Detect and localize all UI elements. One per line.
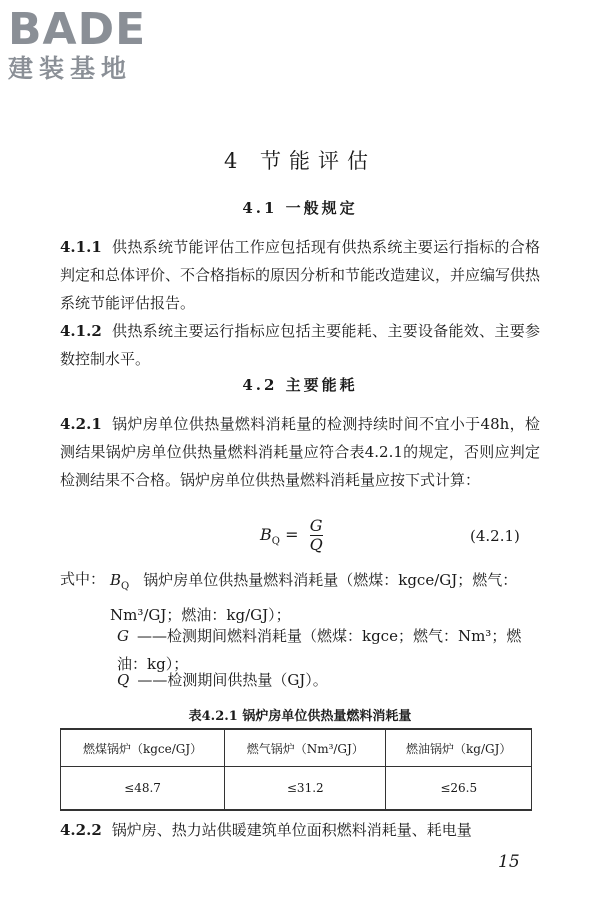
definition-symbol: G [117,627,129,645]
table-cell: ≤48.7 [61,767,225,811]
definition-text: 检测期间供热量（GJ）。 [167,671,328,689]
clause-text: 供热系统节能评估工作应包括现有供热系统主要运行指标的合格判定和总体评价、不合格指标的原因分析和节能改造建议，并应编写供热系统节能评估报告。 [60,238,541,312]
formula-fraction [310,517,323,554]
clause-number: 4.2.1 [60,415,102,433]
table-row [61,767,532,811]
section-title-4-2: 4.2 主要能耗 [242,376,358,394]
formula-numerator: G [309,516,323,535]
table-header-cell: 燃煤锅炉（kgce/GJ） [61,729,225,767]
definition-bq [110,566,550,629]
clause-4-1-2 [60,317,540,373]
where-label: 式中： [60,570,106,588]
table-cell: ≤31.2 [225,767,386,811]
definition-dash: —— [137,671,168,689]
formula-4-2-1: $B_Q$ = $\frac{G}{Q}$ [260,516,323,554]
page-number: 15 [498,852,520,872]
clause-number: 4.2.2 [60,821,102,839]
formula-lhs: B [260,525,272,544]
definition-symbol: Q [117,671,130,689]
clause-number: 4.1.1 [60,238,102,256]
clause-4-2-1 [60,410,540,494]
definition-symbol: B [110,571,122,589]
formula-number: (4.2.1) [470,527,520,545]
clause-text: 锅炉房、热力站供暖建筑单位面积燃料消耗量、耗电量 [111,821,472,839]
table-header-cell: 燃油锅炉（kg/GJ） [386,729,532,767]
clause-number: 4.1.2 [60,322,102,340]
fuel-consumption-table [60,728,532,811]
table-header-cell: 燃气锅炉（Nm³/GJ） [225,729,386,767]
definition-text: 检测期间燃料消耗量（燃煤：kgce；燃气：Nm³；燃油：kg）； [117,627,522,673]
section-title-4-1: 4.1 一般规定 [242,199,358,217]
clause-4-2-2 [60,816,540,844]
logo-mark: BADE [8,4,147,55]
definition-symbol-subscript: Q [121,581,130,592]
logo [8,6,146,84]
chapter-title: 4 节能评估 [223,149,377,173]
clause-text: 锅炉房单位供热量燃料消耗量的检测持续时间不宜小于48h，检测结果锅炉房单位供热量燃料消耗量应符合表4.2.1的规定，否则应判定检测结果不合格。锅炉房单位供热量燃料消耗量应按下式计算： [60,415,540,489]
table-cell: ≤26.5 [386,767,532,811]
definition-q [117,666,557,694]
logo-subtitle: 建装基地 [8,54,133,83]
table-caption: 表4.2.1 锅炉房单位供热量燃料消耗量 [188,709,412,724]
table-header-row [61,729,532,767]
clause-text: 供热系统主要运行指标应包括主要能耗、主要设备能效、主要参数控制水平。 [60,322,540,368]
definition-text: 锅炉房单位供热量燃料消耗量（燃煤：kgce/GJ；燃气：Nm³/GJ；燃油：kg/GJ）； [110,571,518,624]
definition-dash: —— [136,627,167,645]
formula-denominator: Q [309,535,323,554]
clause-4-1-1 [60,233,540,317]
formula-lhs-subscript: Q [271,536,280,548]
